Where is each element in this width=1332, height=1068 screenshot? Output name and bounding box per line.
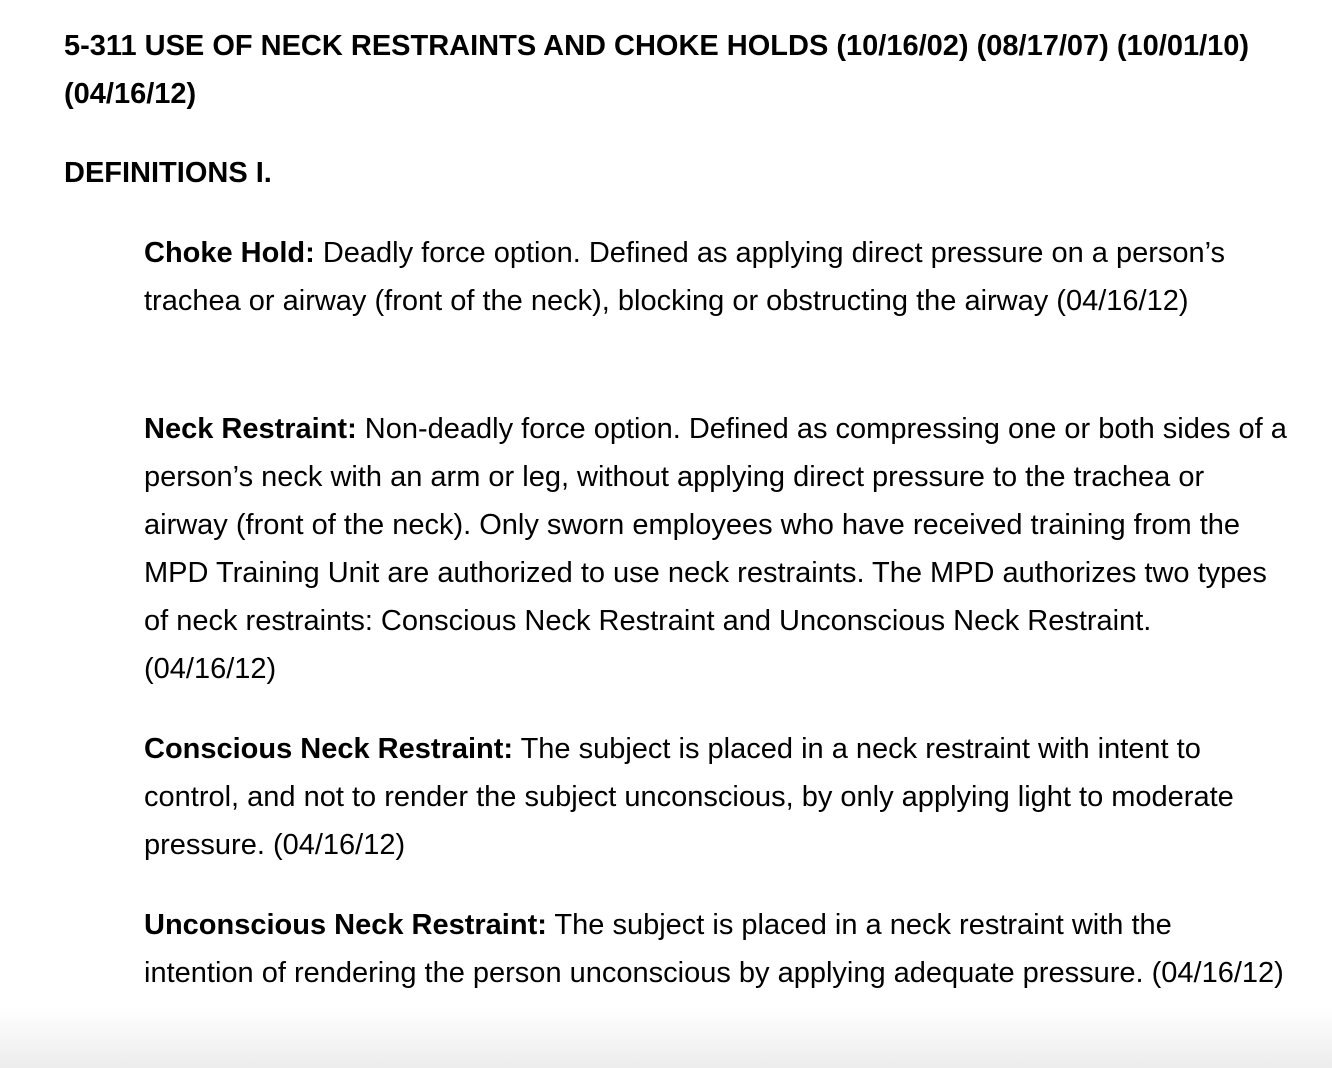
definition-text: Deadly force option. Defined as applying direct pressure on a person’s trachea or airway (front of the neck), blocking or obstructing the airway (04/16/12)	[144, 237, 1226, 317]
document-title: 5-311 USE OF NECK RESTRAINTS AND CHOKE HOLDS (10/16/02) (08/17/07) (10/01/10) (04/16/12)	[64, 30, 1250, 110]
definition-term: Neck Restraint:	[144, 413, 357, 445]
definition-term: Conscious Neck Restraint:	[144, 733, 514, 765]
definition-term: Choke Hold:	[144, 237, 315, 269]
definition-conscious-neck-restraint	[144, 725, 1289, 869]
definition-text: The subject is placed in a neck restraint with the intention of rendering the person unconscious by applying adequate pressure. (04/16/12)	[144, 909, 1284, 989]
definition-neck-restraint	[144, 405, 1289, 693]
definition-choke-hold	[144, 229, 1289, 325]
section-heading: DEFINITIONS I.	[64, 157, 272, 189]
definition-text: Non-deadly force option. Defined as compressing one or both sides of a person’s neck with an arm or leg, without applying direct pressure to the trachea or airway (front of the neck). Only sworn employees who have received training from the MPD Training Unit are authorized to use neck restraints. The MPD authorizes two types of neck restraints: Conscious Neck Restraint and Unconscious Neck Restraint. (04/16/12)	[144, 413, 1287, 685]
definition-term: Unconscious Neck Restraint:	[144, 909, 547, 941]
definition-text: The subject is placed in a neck restraint with intent to control, and not to render the subject unconscious, by only applying light to moderate pressure. (04/16/12)	[144, 733, 1234, 861]
definition-unconscious-neck-restraint	[144, 901, 1289, 997]
bottom-fade	[0, 1008, 1332, 1068]
